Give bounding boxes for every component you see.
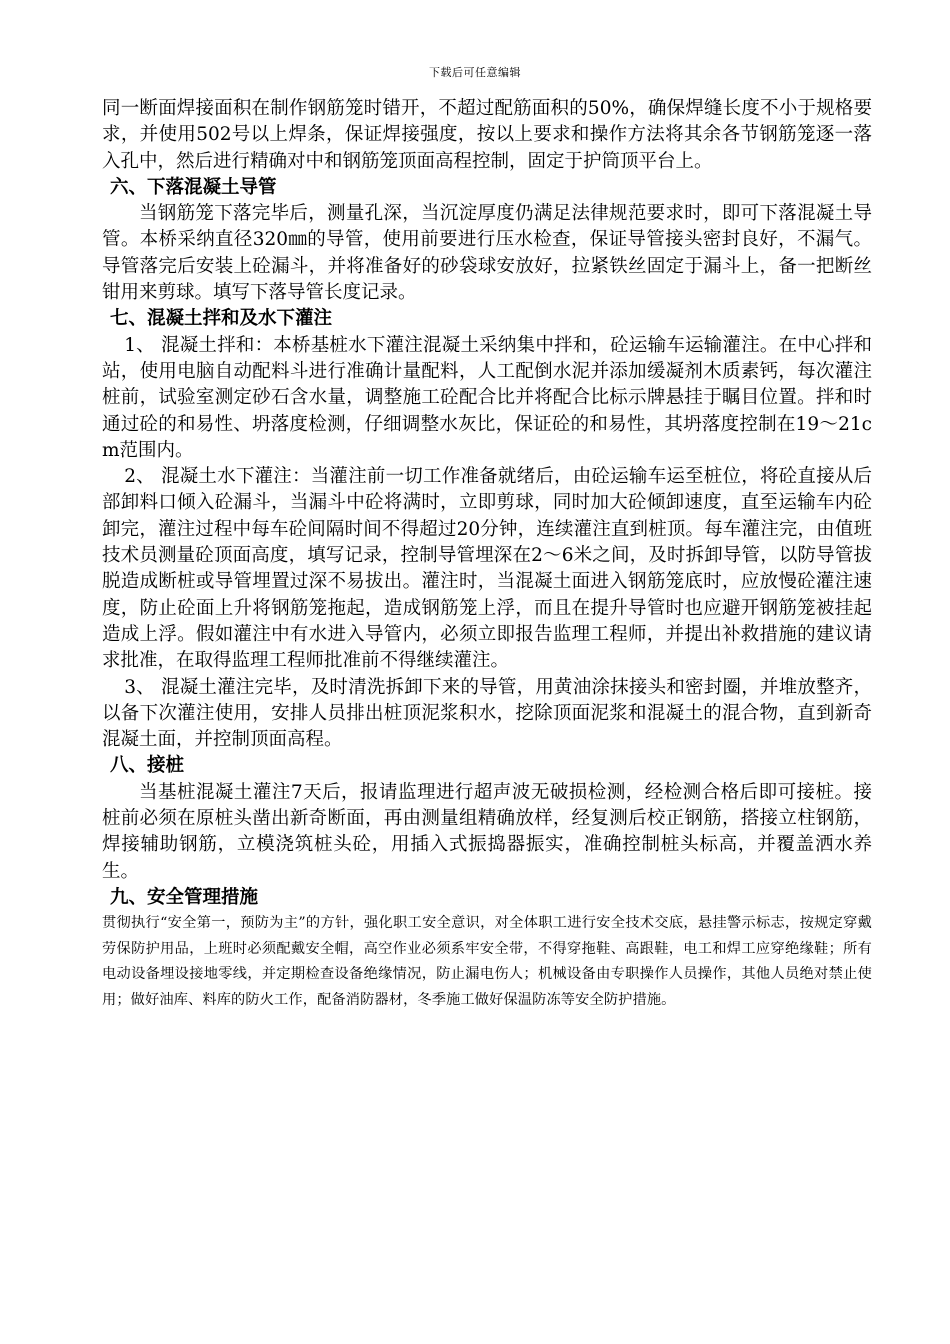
section-heading-6: 六、下落混凝土导管 — [110, 176, 277, 198]
section-7-paragraph-2: 2、 混凝土水下灌注：当灌注前一切工作准备就绪后，由砼运输车运至桩位，将砼直接从后部卸料口倾入砼漏斗，当漏斗中砼将满时，立即剪球，同时加大砼倾卸速度，直至运输车内砼卸完，灌注过程中每车砼间隔时间不得超过20分钟，连续灌注直到桩顶。每车灌注完，由值班技术员测量砼顶面高度，填写记录，控制导管埋深在2～6米之间，及时拆卸导管，以防导管拔脱造成断桩或导管埋置过深不易拔出。灌注时，当混凝土面进入钢筋笼底时，应放慢砼灌注速度，防止砼面上升将钢筋笼拖起，造成钢筋笼上浮，而且在提升导管时也应避开钢筋笼被挂起造成上浮。假如灌注中有水进入导管内，必须立即报告监理工程师，并提出补救措施的建议请求批准，在取得监理工程师批准前不得继续灌注。 — [102, 466, 872, 672]
section-7-paragraph-3: 3、 混凝土灌注完毕，及时清洗拆卸下来的导管，用黄油涂抹接头和密封圈，并堆放整齐，以备下次灌注使用，安排人员排出桩顶泥浆积水，挖除顶面泥浆和混凝土的混合物，直到新奇混凝土面，并控制顶面高程。 — [102, 676, 872, 751]
section-heading-7: 七、混凝土拌和及水下灌注 — [110, 308, 333, 330]
section-7-paragraph-1: 1、 混凝土拌和：本桥基桩水下灌注混凝土采纳集中拌和，砼运输车运输灌注。在中心拌和站，使用电脑自动配料斗进行准确计量配料，人工配倒水泥并添加缓凝剂木质素钙，每次灌注桩前，试验室测定砂石含水量，调整施工砼配合比并将配合比标示牌悬挂于瞩目位置。拌和时通过砼的和易性、坍落度检测，仔细调整水灰比，保证砼的和易性，其坍落度控制在19～21cm范围内。 — [102, 334, 872, 461]
section-heading-9: 九、安全管理措施 — [110, 886, 259, 908]
section-heading-8: 八、接桩 — [110, 755, 185, 777]
header-note: 下载后可任意编辑 — [429, 66, 521, 79]
section-8-paragraph: 当基桩混凝土灌注7天后，报请监理进行超声波无破损检测，经检测合格后即可接桩。接桩前必须在原桩头凿出新奇断面，再由测量组精确放样，经复测后校正钢筋，搭接立柱钢筋，焊接辅助钢筋，立模浇筑桩头砼，用插入式振捣器振实，准确控制桩头标高，并覆盖洒水养生。 — [102, 781, 872, 882]
intro-paragraph: 同一断面焊接面积在制作钢筋笼时错开，不超过配筋面积的50%，确保焊缝长度不小于规格要求，并使用502号以上焊条，保证焊接强度，按以上要求和操作方法将其余各节钢筋笼逐一落入孔中，然后进行精确对中和钢筋笼顶面高程控制，固定于护筒顶平台上。 — [102, 98, 872, 172]
document-body — [102, 96, 872, 1014]
section-9-paragraph: 贯彻执行“安全第一，预防为主”的方针，强化职工安全意识，对全体职工进行安全技术交底，悬挂警示标志，按规定穿戴劳保防护用品，上班时必须配戴安全帽，高空作业必须系牢安全带，不得穿拖鞋、高跟鞋，电工和焊工应穿绝缘鞋；所有电动设备埋设接地零线，并定期检查设备绝缘情况，防止漏电伤人；机械设备由专职操作人员操作，其他人员绝对禁止使用；做好油库、料库的防火工作，配备消防器材，冬季施工做好保温防冻等安全防护措施。 — [102, 915, 872, 1008]
section-6-paragraph: 当钢筋笼下落完毕后，测量孔深，当沉淀厚度仍满足法律规范要求时，即可下落混凝土导管。本桥采纳直径320㎜的导管，使用前要进行压水检查，保证导管接头密封良好，不漏气。导管落完后安装上砼漏斗，并将准备好的砂袋球安放好，拉紧铁丝固定于漏斗上，备一把断丝钳用来剪球。填写下落导管长度记录。 — [102, 203, 872, 304]
